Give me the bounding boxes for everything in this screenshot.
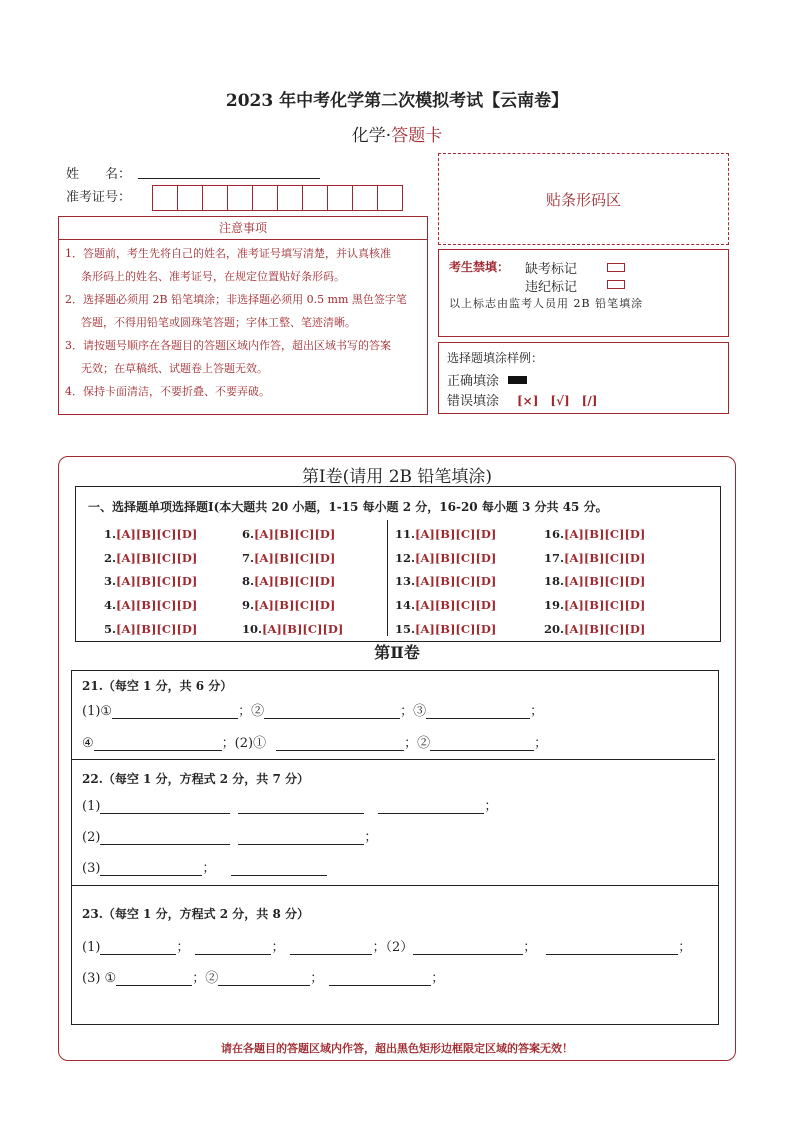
question-12 bbox=[395, 551, 496, 565]
answer-options[interactable]: [A][B][C][D] bbox=[254, 527, 336, 541]
blank-label: ；② bbox=[404, 736, 431, 751]
answer-blank[interactable] bbox=[218, 972, 310, 986]
id-digit-box[interactable] bbox=[202, 185, 228, 211]
violation-mark-label: 违纪标记 bbox=[525, 280, 578, 295]
blank-label: ；② bbox=[238, 704, 265, 719]
blank-label: ；(2)① bbox=[221, 736, 267, 751]
answer-blank[interactable] bbox=[378, 800, 484, 814]
notice-line: 条形码上的姓名、准考证号，在规定位置贴好条形码。 bbox=[81, 270, 345, 283]
question-2 bbox=[104, 551, 197, 565]
answer-options[interactable]: [A][B][C][D] bbox=[564, 622, 646, 636]
proctor-only-label: 考生禁填： bbox=[449, 260, 510, 274]
question-17 bbox=[544, 551, 645, 565]
question-3 bbox=[104, 574, 197, 588]
question-15 bbox=[395, 622, 496, 636]
answer-options[interactable]: [A][B][C][D] bbox=[415, 622, 497, 636]
answer-blank[interactable] bbox=[100, 862, 202, 876]
answer-options[interactable]: [A][B][C][D] bbox=[415, 574, 497, 588]
answer-options[interactable]: [A][B][C][D] bbox=[254, 574, 336, 588]
question-13 bbox=[395, 574, 496, 588]
question-number: 3. bbox=[104, 574, 117, 588]
id-digit-box[interactable] bbox=[152, 185, 178, 211]
answer-blank[interactable] bbox=[290, 941, 372, 955]
question-number: 18. bbox=[544, 574, 565, 588]
wrong-fill-marks: [×] [√] [/] bbox=[517, 394, 598, 408]
question-number: 7. bbox=[242, 551, 255, 565]
answer-options[interactable]: [A][B][C][D] bbox=[564, 551, 646, 565]
answer-options[interactable]: [A][B][C][D] bbox=[415, 551, 497, 565]
answer-blank[interactable] bbox=[100, 800, 230, 814]
answer-blank[interactable] bbox=[413, 941, 523, 955]
wrong-fill-label: 错误填涂 bbox=[447, 394, 500, 409]
question-number: 1. bbox=[104, 527, 117, 541]
column-divider bbox=[387, 520, 388, 636]
footer-warning: 请在各题目的答题区域内作答，超出黑色矩形边框限定区域的答案无效！ bbox=[221, 1042, 573, 1055]
blank-label: (1) bbox=[82, 799, 101, 814]
answer-options[interactable]: [A][B][C][D] bbox=[415, 527, 497, 541]
blank-label: ；（2） bbox=[372, 940, 414, 955]
question-10 bbox=[242, 622, 343, 636]
blank-label: ； bbox=[431, 971, 445, 986]
id-digit-box[interactable] bbox=[177, 185, 203, 211]
blank-label: ； bbox=[364, 830, 378, 845]
part1-title: 第Ⅰ卷(请用 2B 铅笔填涂) bbox=[301, 467, 493, 487]
notice-line: 4．保持卡面清洁，不要折叠、不要弄破。 bbox=[65, 385, 270, 398]
answer-blank[interactable] bbox=[276, 737, 404, 751]
question-number: 2. bbox=[104, 551, 117, 565]
blank-label: ； bbox=[176, 940, 190, 955]
answer-blank[interactable] bbox=[100, 941, 176, 955]
multiple-choice-header: 一、选择题单项选择题Ⅰ(本大题共 20 小题，1-15 每小题 2 分，16-20 每小题 3 分共 45 分。 bbox=[88, 500, 608, 514]
answer-blank[interactable] bbox=[264, 705, 400, 719]
barcode-label: 贴条形码区 bbox=[545, 190, 621, 209]
answer-blank[interactable] bbox=[426, 705, 530, 719]
notice-line: 1．答题前，考生先将自己的姓名，准考证号填写清楚，并认真核准 bbox=[65, 247, 391, 260]
part2-title: 第Ⅱ卷 bbox=[374, 643, 420, 662]
notice-item bbox=[59, 380, 427, 403]
blank-label: ；③ bbox=[400, 704, 427, 719]
blank-label: ； bbox=[534, 736, 548, 751]
blank-label: (1) bbox=[82, 940, 101, 955]
question-number: 4. bbox=[104, 598, 117, 612]
absent-mark-label: 缺考标记 bbox=[525, 262, 578, 277]
question-number: 9. bbox=[242, 598, 255, 612]
question-4 bbox=[104, 598, 197, 612]
answer-options[interactable]: [A][B][C][D] bbox=[116, 551, 198, 565]
blank-label: (1)① bbox=[82, 704, 113, 719]
subtitle-answer-card: 答题卡 bbox=[391, 126, 443, 146]
q22-row-3 bbox=[82, 857, 327, 876]
notice-line: 3．请按题号顺序在各题目的答题区域内作答，超出区域书写的答案 bbox=[65, 339, 391, 352]
question-6 bbox=[242, 527, 335, 541]
question-number: 5. bbox=[104, 622, 117, 636]
answer-options[interactable]: [A][B][C][D] bbox=[116, 598, 198, 612]
answer-blank[interactable] bbox=[195, 941, 271, 955]
answer-options[interactable]: [A][B][C][D] bbox=[116, 574, 198, 588]
question-number: 17. bbox=[544, 551, 565, 565]
violation-mark-box[interactable] bbox=[607, 280, 625, 289]
id-digit-box[interactable] bbox=[327, 185, 353, 211]
blank-label: (3) ① bbox=[82, 971, 117, 986]
page-subtitle bbox=[0, 121, 794, 146]
answer-blank[interactable] bbox=[100, 831, 230, 845]
notice-panel bbox=[58, 216, 428, 415]
question-16 bbox=[544, 527, 645, 541]
notice-item bbox=[59, 242, 427, 288]
question-9 bbox=[242, 598, 335, 612]
subtitle-subject: 化学· bbox=[351, 126, 392, 146]
question-number: 8. bbox=[242, 574, 255, 588]
filled-block-icon bbox=[508, 376, 527, 384]
blank-label: (3) bbox=[82, 861, 101, 876]
question-number: 11. bbox=[395, 527, 416, 541]
page-title: 2023 年中考化学第二次模拟考试【云南卷】 bbox=[225, 91, 569, 111]
answer-blank[interactable] bbox=[329, 972, 431, 986]
answer-options[interactable]: [A][B][C][D] bbox=[415, 598, 497, 612]
answer-options[interactable]: [A][B][C][D] bbox=[116, 527, 198, 541]
notice-item bbox=[59, 334, 427, 380]
answer-options[interactable]: [A][B][C][D] bbox=[564, 527, 646, 541]
id-digit-box[interactable] bbox=[227, 185, 253, 211]
question-number: 14. bbox=[395, 598, 416, 612]
question-11 bbox=[395, 527, 496, 541]
q21-header: 21.（每空 1 分，共 6 分） bbox=[82, 679, 233, 693]
notice-line: 无效；在草稿纸、试题卷上答题无效。 bbox=[81, 362, 268, 375]
question-number: 15. bbox=[395, 622, 416, 636]
blank-label: ； bbox=[523, 940, 537, 955]
question-5 bbox=[104, 622, 197, 636]
answer-blank[interactable] bbox=[546, 941, 678, 955]
absent-mark-box[interactable] bbox=[607, 263, 625, 272]
notice-item bbox=[59, 288, 427, 334]
answer-blank[interactable] bbox=[238, 831, 364, 845]
question-18 bbox=[544, 574, 645, 588]
q23-row-1 bbox=[82, 936, 691, 955]
answer-blank[interactable] bbox=[231, 862, 327, 876]
q21-row-2 bbox=[82, 732, 547, 751]
question-20 bbox=[544, 622, 645, 636]
answer-options[interactable]: [A][B][C][D] bbox=[564, 598, 646, 612]
blank-label: ； bbox=[530, 704, 544, 719]
exam-id-boxes[interactable] bbox=[152, 185, 402, 211]
proctor-marks-panel bbox=[438, 249, 729, 337]
answer-blank[interactable] bbox=[238, 800, 364, 814]
q22-row-1 bbox=[82, 795, 497, 814]
exam-id-label: 准考证号： bbox=[66, 190, 132, 205]
answer-options[interactable]: [A][B][C][D] bbox=[262, 622, 344, 636]
question-number: 10. bbox=[242, 622, 263, 636]
answer-blank[interactable] bbox=[94, 737, 222, 751]
question-number: 16. bbox=[544, 527, 565, 541]
blank-label: ； bbox=[271, 940, 285, 955]
q22-header: 22.（每空 1 分，方程式 2 分，共 7 分） bbox=[82, 772, 309, 786]
blank-label: ； bbox=[678, 940, 692, 955]
id-digit-box[interactable] bbox=[377, 185, 403, 211]
answer-options[interactable]: [A][B][C][D] bbox=[254, 551, 336, 565]
name-label: 姓 名： bbox=[66, 167, 132, 182]
question-8 bbox=[242, 574, 335, 588]
id-digit-box[interactable] bbox=[352, 185, 378, 211]
blank-label: (2) bbox=[82, 830, 101, 845]
blank-label: ； bbox=[310, 971, 324, 986]
q22-row-2 bbox=[82, 826, 377, 845]
id-digit-box[interactable] bbox=[302, 185, 328, 211]
fill-example-title: 选择题填涂样例： bbox=[447, 351, 544, 365]
blank-label: ； bbox=[202, 861, 216, 876]
blank-label: ； bbox=[484, 799, 498, 814]
id-digit-box[interactable] bbox=[252, 185, 278, 211]
question-number: 19. bbox=[544, 598, 565, 612]
name-field[interactable] bbox=[138, 164, 320, 179]
question-number: 13. bbox=[395, 574, 416, 588]
blank-label: ④ bbox=[82, 736, 94, 751]
question-14 bbox=[395, 598, 496, 612]
question-7 bbox=[242, 551, 335, 565]
answer-options[interactable]: [A][B][C][D] bbox=[564, 574, 646, 588]
notice-line: 2．选择题必须用 2B 铅笔填涂；非选择题必须用 0.5 mm 黑色签字笔 bbox=[65, 293, 407, 306]
id-digit-box[interactable] bbox=[277, 185, 303, 211]
proctor-note: 以上标志由监考人员用 2B 铅笔填涂 bbox=[449, 297, 644, 310]
notice-line: 答题，不得用铅笔或圆珠笔答题；字体工整、笔迹清晰。 bbox=[81, 316, 356, 329]
answer-options[interactable]: [A][B][C][D] bbox=[116, 622, 198, 636]
question-number: 12. bbox=[395, 551, 416, 565]
q23-header: 23.（每空 1 分，方程式 2 分，共 8 分） bbox=[82, 907, 309, 921]
fill-example-panel bbox=[438, 342, 729, 414]
question-number: 6. bbox=[242, 527, 255, 541]
q21-row-1 bbox=[82, 700, 543, 719]
question-1 bbox=[104, 527, 197, 541]
q23-row-2 bbox=[82, 967, 444, 986]
answer-options[interactable]: [A][B][C][D] bbox=[254, 598, 336, 612]
answer-blank[interactable] bbox=[116, 972, 192, 986]
correct-fill-label: 正确填涂 bbox=[447, 374, 500, 389]
question-19 bbox=[544, 598, 645, 612]
barcode-area bbox=[438, 153, 729, 245]
answer-blank[interactable] bbox=[112, 705, 238, 719]
notice-title: 注意事项 bbox=[59, 217, 427, 240]
question-number: 20. bbox=[544, 622, 565, 636]
answer-blank[interactable] bbox=[430, 737, 534, 751]
blank-label: ；② bbox=[192, 971, 219, 986]
